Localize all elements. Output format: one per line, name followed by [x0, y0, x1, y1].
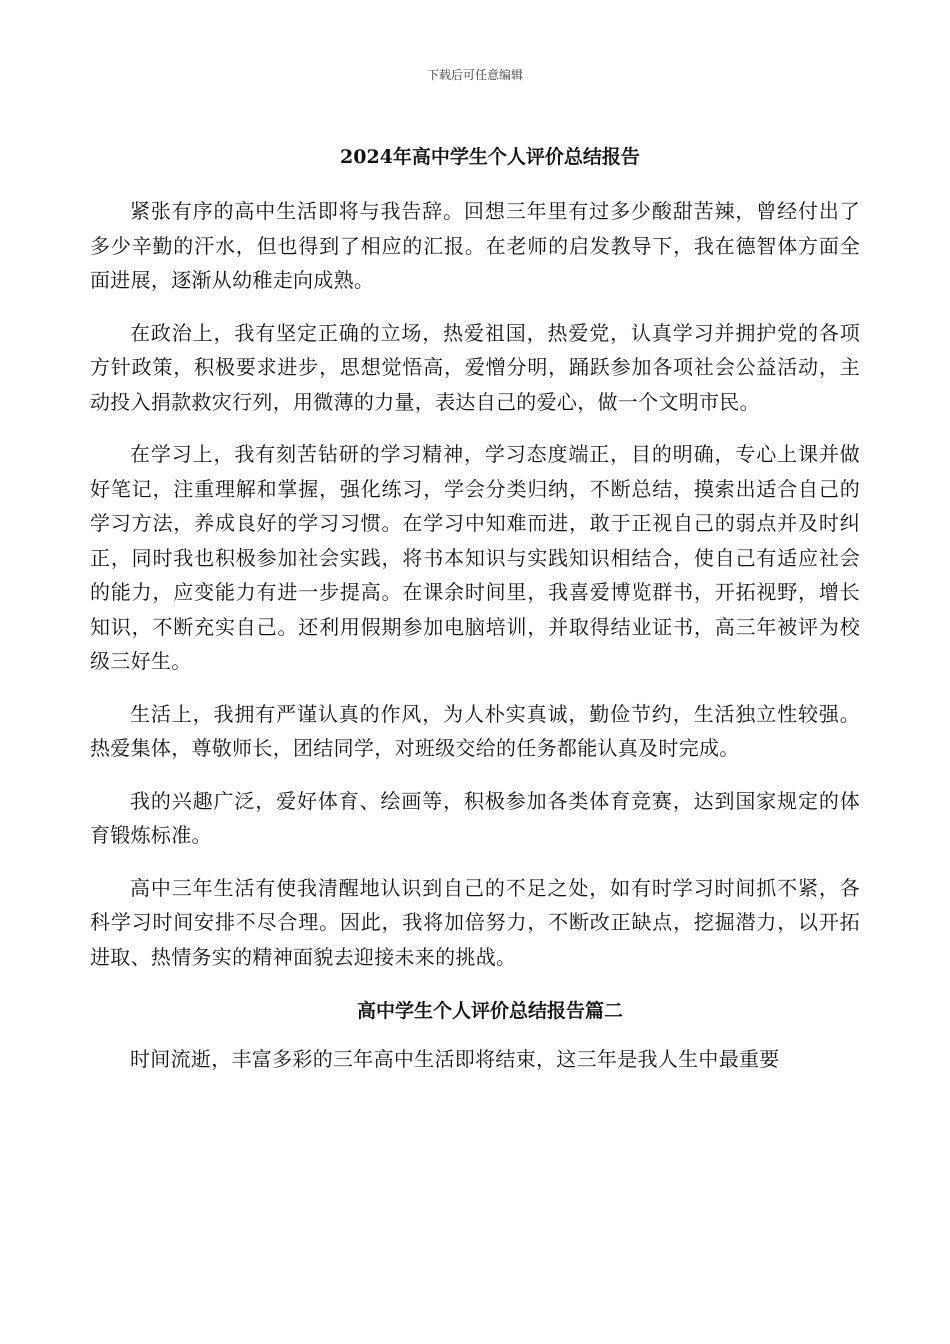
- paragraph-life: 生活上，我拥有严谨认真的作风，为人朴实真诚，勤俭节约，生活独立性较强。热爱集体，尊敬师长，团结同学，对班级交给的任务都能认真及时完成。: [90, 701, 860, 760]
- document-body: [90, 140, 860, 1095]
- paragraph-interests: 我的兴趣广泛，爱好体育、绘画等，积极参加各类体育竞赛，达到国家规定的体育锻炼标准。: [90, 788, 860, 847]
- document-title: 2024年高中学生个人评价总结报告: [340, 146, 640, 168]
- paragraph-politics: 在政治上，我有坚定正确的立场，热爱祖国，热爱党，认真学习并拥护党的各项方针政策，积极要求进步，思想觉悟高，爱憎分明，踊跃参加各项社会公益活动，主动投入捐款救灾行列，用微薄的力量，表达自己的爱心，做一个文明市民。: [90, 320, 860, 414]
- paragraph-conclusion: 高中三年生活有使我清醒地认识到自己的不足之处，如有时学习时间抓不紧，各科学习时间安排不尽合理。因此，我将加倍努力，不断改正缺点，挖掘潜力，以开拓进取、热情务实的精神面貌去迎接未来的挑战。: [90, 875, 860, 969]
- section-subtitle: 高中学生个人评价总结报告篇二: [356, 1000, 623, 1022]
- paragraph-part-two-start: 时间流逝，丰富多彩的三年高中生活即将结束，这三年是我人生中最重要: [130, 1047, 780, 1071]
- paragraph-intro: 紧张有序的高中生活即将与我告辞。回想三年里有过多少酸甜苦辣，曾经付出了多少辛勤的汗水，但也得到了相应的汇报。在老师的启发教导下，我在德智体方面全面进展，逐渐从幼稚走向成熟。: [90, 199, 860, 292]
- paragraph-study: 在学习上，我有刻苦钻研的学习精神，学习态度端正，目的明确，专心上课并做好笔记，注重理解和掌握，强化练习，学会分类归纳，不断总结，摸索出适合自己的学习方法，养成良好的学习习惯。在学习中知难而进，敢于正视自己的弱点并及时纠正，同时我也积极参加社会实践，将书本知识与实践知识相结合，使自己有适应社会的能力，应变能力有进一步提高。在课余时间里，我喜爱博览群书，开拓视野，增长知识，不断充实自己。还利用假期参加电脑培训，并取得结业证书，高三年被评为校级三好生。: [90, 442, 860, 673]
- header-note: 下载后可任意编辑: [426, 68, 523, 82]
